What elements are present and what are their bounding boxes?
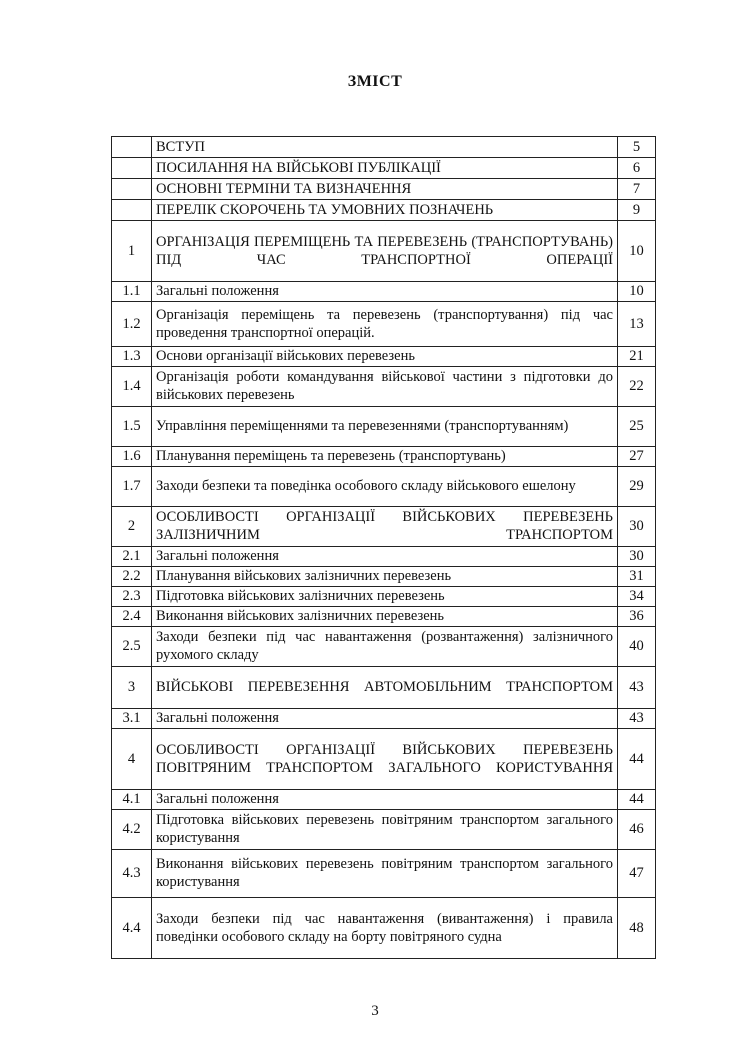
toc-page-number: 43 [618,709,656,729]
toc-section-number: 4.4 [112,898,152,959]
toc-row [112,282,656,302]
toc-section-title[interactable]: Організація переміщень та перевезень (транспортування) під час проведення транспортної операцій. [152,302,618,347]
toc-section-number: 2.3 [112,587,152,607]
toc-row [112,607,656,627]
toc-page-number: 48 [618,898,656,959]
toc-section-title[interactable]: Організація роботи командування військової частини з підготовки до військових перевезень [152,367,618,407]
toc-row [112,547,656,567]
toc-page-number: 30 [618,507,656,547]
toc-section-number: 1.7 [112,467,152,507]
toc-page-number: 21 [618,347,656,367]
toc-section-number [112,200,152,221]
page-number: 3 [371,1003,379,1019]
toc-row [112,407,656,447]
toc-row [112,790,656,810]
toc-row [112,667,656,709]
toc-section-number [112,179,152,200]
toc-section-number: 1.6 [112,447,152,467]
toc-section-number: 1.5 [112,407,152,447]
toc-section-number: 1.2 [112,302,152,347]
toc-section-number: 3 [112,667,152,709]
toc-section-title[interactable]: Підготовка військових залізничних перевезень [152,587,618,607]
toc-section-title[interactable]: ВСТУП [152,137,618,158]
toc-section-number: 1.3 [112,347,152,367]
toc-section-number: 1.4 [112,367,152,407]
toc-page-number: 46 [618,810,656,850]
toc-row [112,567,656,587]
toc-section-title[interactable]: Планування переміщень та перевезень (транспортувань) [152,447,618,467]
toc-section-title[interactable]: ПЕРЕЛІК СКОРОЧЕНЬ ТА УМОВНИХ ПОЗНАЧЕНЬ [152,200,618,221]
toc-row [112,137,656,158]
toc-section-title[interactable]: ОСНОВНІ ТЕРМІНИ ТА ВИЗНАЧЕННЯ [152,179,618,200]
toc-section-number: 2.1 [112,547,152,567]
toc-section-number [112,158,152,179]
toc-page-number: 10 [618,282,656,302]
toc-row [112,221,656,282]
toc-section-number: 1.1 [112,282,152,302]
toc-page-number: 43 [618,667,656,709]
toc-row [112,158,656,179]
toc-section-number: 1 [112,221,152,282]
toc-row [112,810,656,850]
toc-page-number: 6 [618,158,656,179]
toc-page-number: 5 [618,137,656,158]
toc-row [112,179,656,200]
toc-row [112,367,656,407]
toc-page-number: 9 [618,200,656,221]
toc-row [112,587,656,607]
toc-section-number: 4.2 [112,810,152,850]
toc-section-number: 2 [112,507,152,547]
toc-section-title[interactable]: Основи організації військових перевезень [152,347,618,367]
toc-section-title[interactable]: Заходи безпеки та поведінка особового складу військового ешелону [152,467,618,507]
toc-section-title[interactable]: ОСОБЛИВОСТІ ОРГАНІЗАЦІЇ ВІЙСЬКОВИХ ПЕРЕВЕЗЕНЬ ЗАЛІЗНИЧНИМ ТРАНСПОРТОМ [152,507,618,547]
toc-row [112,898,656,959]
toc-row [112,467,656,507]
toc-page-number: 44 [618,729,656,790]
toc-page-number: 47 [618,850,656,898]
toc-page-number: 25 [618,407,656,447]
toc-section-number: 4 [112,729,152,790]
toc-section-title[interactable]: ПОСИЛАННЯ НА ВІЙСЬКОВІ ПУБЛІКАЦІЇ [152,158,618,179]
toc-section-title[interactable]: ОСОБЛИВОСТІ ОРГАНІЗАЦІЇ ВІЙСЬКОВИХ ПЕРЕВЕЗЕНЬ ПОВІТРЯНИМ ТРАНСПОРТОМ ЗАГАЛЬНОГО КОРИСТУВАННЯ [152,729,618,790]
toc-page-number: 10 [618,221,656,282]
toc-page-number: 31 [618,567,656,587]
toc-page-number: 34 [618,587,656,607]
toc-row [112,507,656,547]
toc-row [112,627,656,667]
toc-section-number: 2.2 [112,567,152,587]
toc-row [112,850,656,898]
toc-row [112,709,656,729]
toc-section-title[interactable]: Планування військових залізничних перевезень [152,567,618,587]
toc-row [112,200,656,221]
toc-section-title[interactable]: Заходи безпеки під час навантаження (розвантаження) залізничного рухомого складу [152,627,618,667]
toc-section-title[interactable]: Виконання військових перевезень повітряним транспортом загального користування [152,850,618,898]
toc-section-title[interactable]: Загальні положення [152,282,618,302]
toc-page-number: 36 [618,607,656,627]
toc-section-title[interactable]: Заходи безпеки під час навантаження (вивантаження) і правила поведінки особового складу на борту повітряного судна [152,898,618,959]
toc-section-title[interactable]: Управління переміщеннями та перевезеннями (транспортуванням) [152,407,618,447]
toc-section-title[interactable]: Підготовка військових перевезень повітряним транспортом загального користування [152,810,618,850]
toc-section-number: 4.3 [112,850,152,898]
toc-page-number: 44 [618,790,656,810]
toc-section-number: 3.1 [112,709,152,729]
toc-page-number: 30 [618,547,656,567]
toc-section-number: 2.4 [112,607,152,627]
toc-row [112,447,656,467]
toc-section-number: 2.5 [112,627,152,667]
toc-row [112,302,656,347]
toc-page-number: 13 [618,302,656,347]
toc-section-title[interactable]: Загальні положення [152,790,618,810]
toc-section-number: 4.1 [112,790,152,810]
toc-page-number: 29 [618,467,656,507]
table-of-contents [111,136,656,959]
toc-section-title[interactable]: Загальні положення [152,709,618,729]
toc-page-number: 27 [618,447,656,467]
toc-row [112,729,656,790]
toc-section-title[interactable]: Загальні положення [152,547,618,567]
toc-section-title[interactable]: ВІЙСЬКОВІ ПЕРЕВЕЗЕННЯ АВТОМОБІЛЬНИМ ТРАНСПОРТОМ [152,667,618,709]
toc-page-number: 22 [618,367,656,407]
toc-section-title[interactable]: ОРГАНІЗАЦІЯ ПЕРЕМІЩЕНЬ ТА ПЕРЕВЕЗЕНЬ (ТРАНСПОРТУВАНЬ) ПІД ЧАС ТРАНСПОРТНОЇ ОПЕРАЦІЇ [152,221,618,282]
toc-row [112,347,656,367]
toc-section-number [112,137,152,158]
toc-page-number: 40 [618,627,656,667]
toc-page-number: 7 [618,179,656,200]
toc-section-title[interactable]: Виконання військових залізничних перевезень [152,607,618,627]
page-title: ЗМІСТ [347,73,403,90]
